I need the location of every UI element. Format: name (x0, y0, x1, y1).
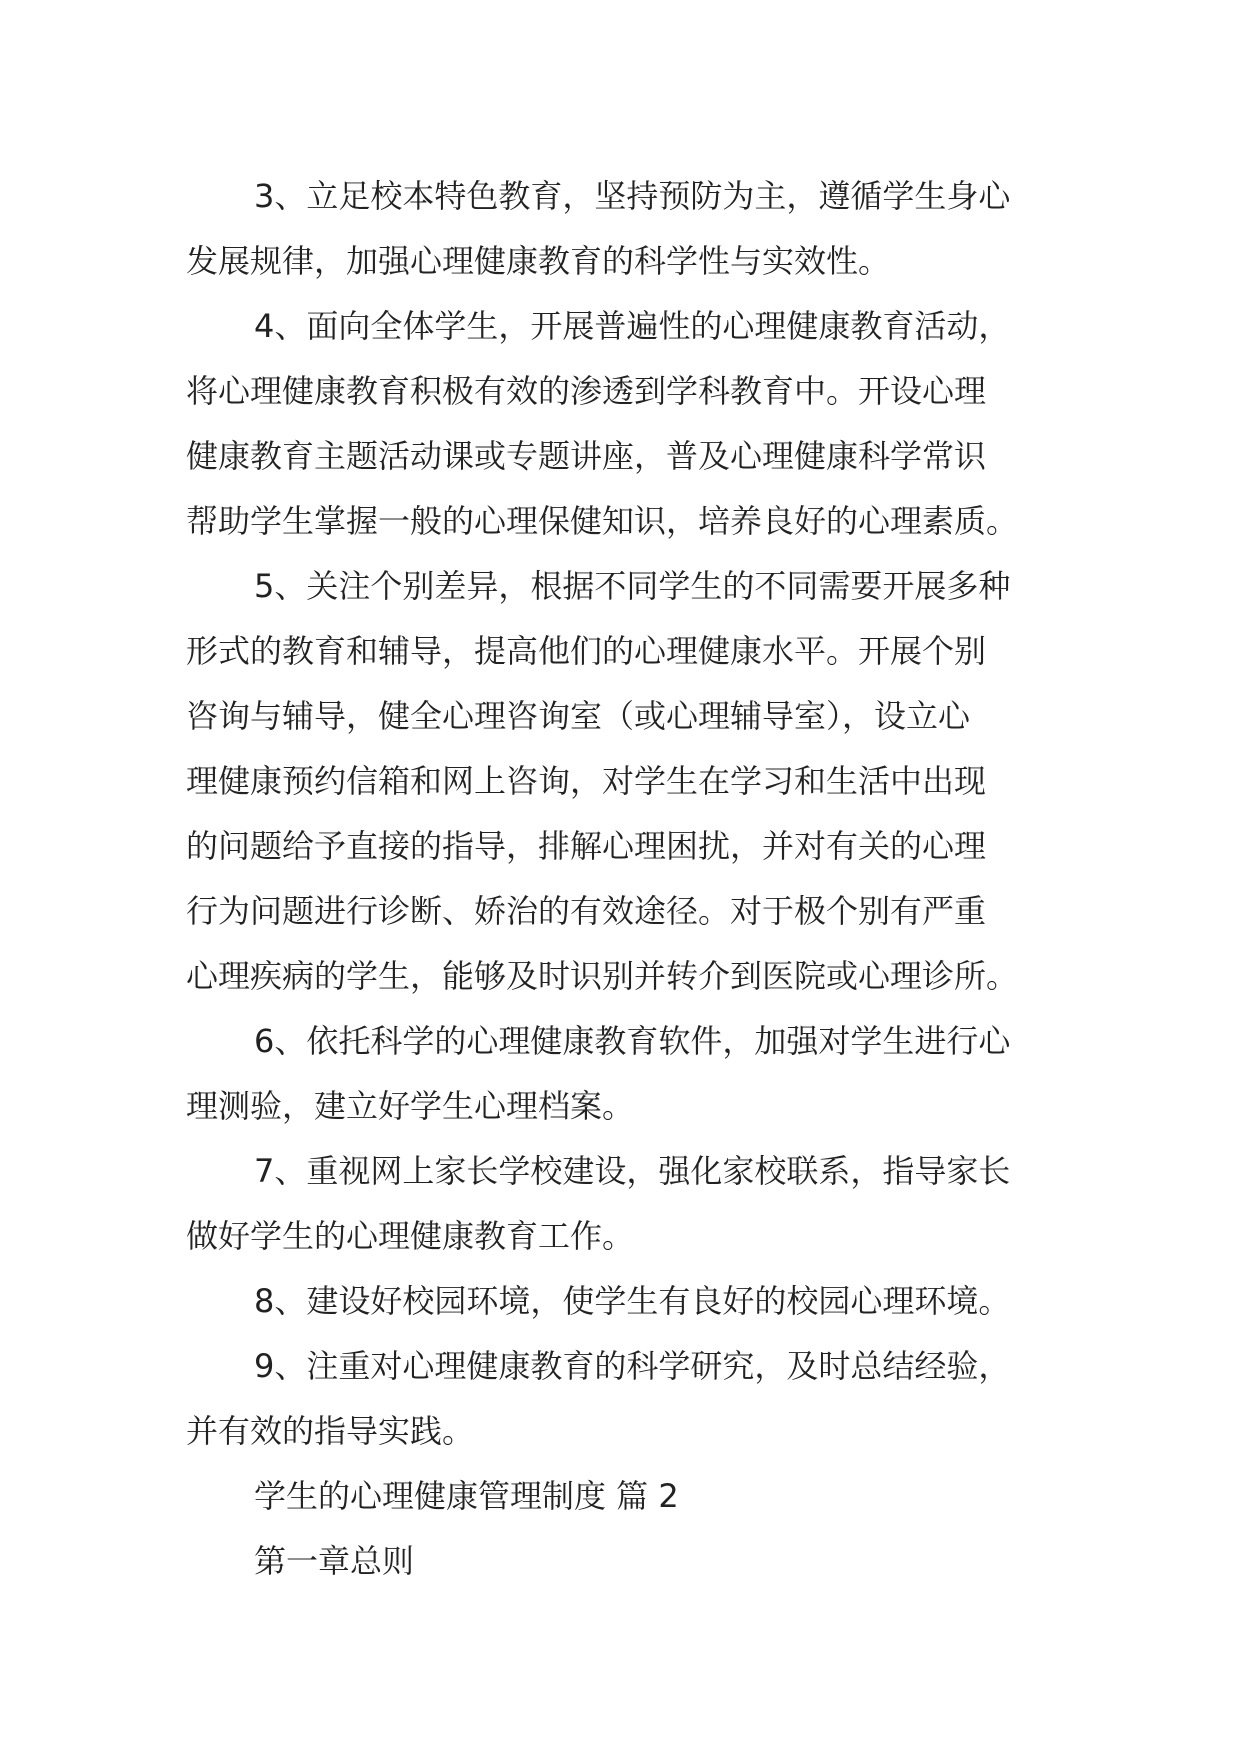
text-line: 第一章总则 (254, 1542, 415, 1580)
text-line: 理测验，建立好学生心理档案。 (186, 1087, 635, 1125)
text-line: 6、依托科学的心理健康教育软件，加强对学生进行心 (254, 1022, 1011, 1060)
text-line: 心理疾病的学生，能够及时识别并转介到医院或心理诊所。 (186, 957, 1019, 995)
text-line: 形式的教育和辅导，提高他们的心理健康水平。开展个别 (186, 632, 987, 670)
text-line: 帮助学生掌握一般的心理保健知识，培养良好的心理素质。 (186, 502, 1019, 540)
text-line: 发展规律，加强心理健康教育的科学性与实效性。 (186, 242, 891, 280)
body-text (186, 164, 1066, 1594)
text-line: 行为问题进行诊断、娇治的有效途径。对于极个别有严重 (186, 892, 987, 930)
text-line: 5、关注个别差异，根据不同学生的不同需要开展多种 (254, 567, 1011, 605)
text-line: 7、重视网上家长学校建设，强化家校联系，指导家长 (254, 1152, 1011, 1190)
text-line: 的问题给予直接的指导，排解心理困扰，并对有关的心理 (186, 827, 987, 865)
text-line: 并有效的指导实践。 (186, 1412, 475, 1450)
text-line: 学生的心理健康管理制度 篇 2 (254, 1477, 679, 1515)
text-line: 咨询与辅导，健全心理咨询室（或心理辅导室），设立心 (186, 697, 971, 735)
text-line: 将心理健康教育积极有效的渗透到学科教育中。开设心理 (186, 372, 987, 410)
text-line: 理健康预约信箱和网上咨询，对学生在学习和生活中出现 (186, 762, 987, 800)
text-line: 健康教育主题活动课或专题讲座，普及心理健康科学常识 (186, 437, 987, 475)
text-line: 8、建设好校园环境，使学生有良好的校园心理环境。 (254, 1282, 1011, 1320)
text-line: 做好学生的心理健康教育工作。 (186, 1217, 635, 1255)
text-line: 9、注重对心理健康教育的科学研究，及时总结经验， (254, 1347, 1011, 1385)
text-line: 4、面向全体学生，开展普遍性的心理健康教育活动， (254, 307, 1011, 345)
text-line: 3、立足校本特色教育，坚持预防为主，遵循学生身心 (254, 177, 1011, 215)
